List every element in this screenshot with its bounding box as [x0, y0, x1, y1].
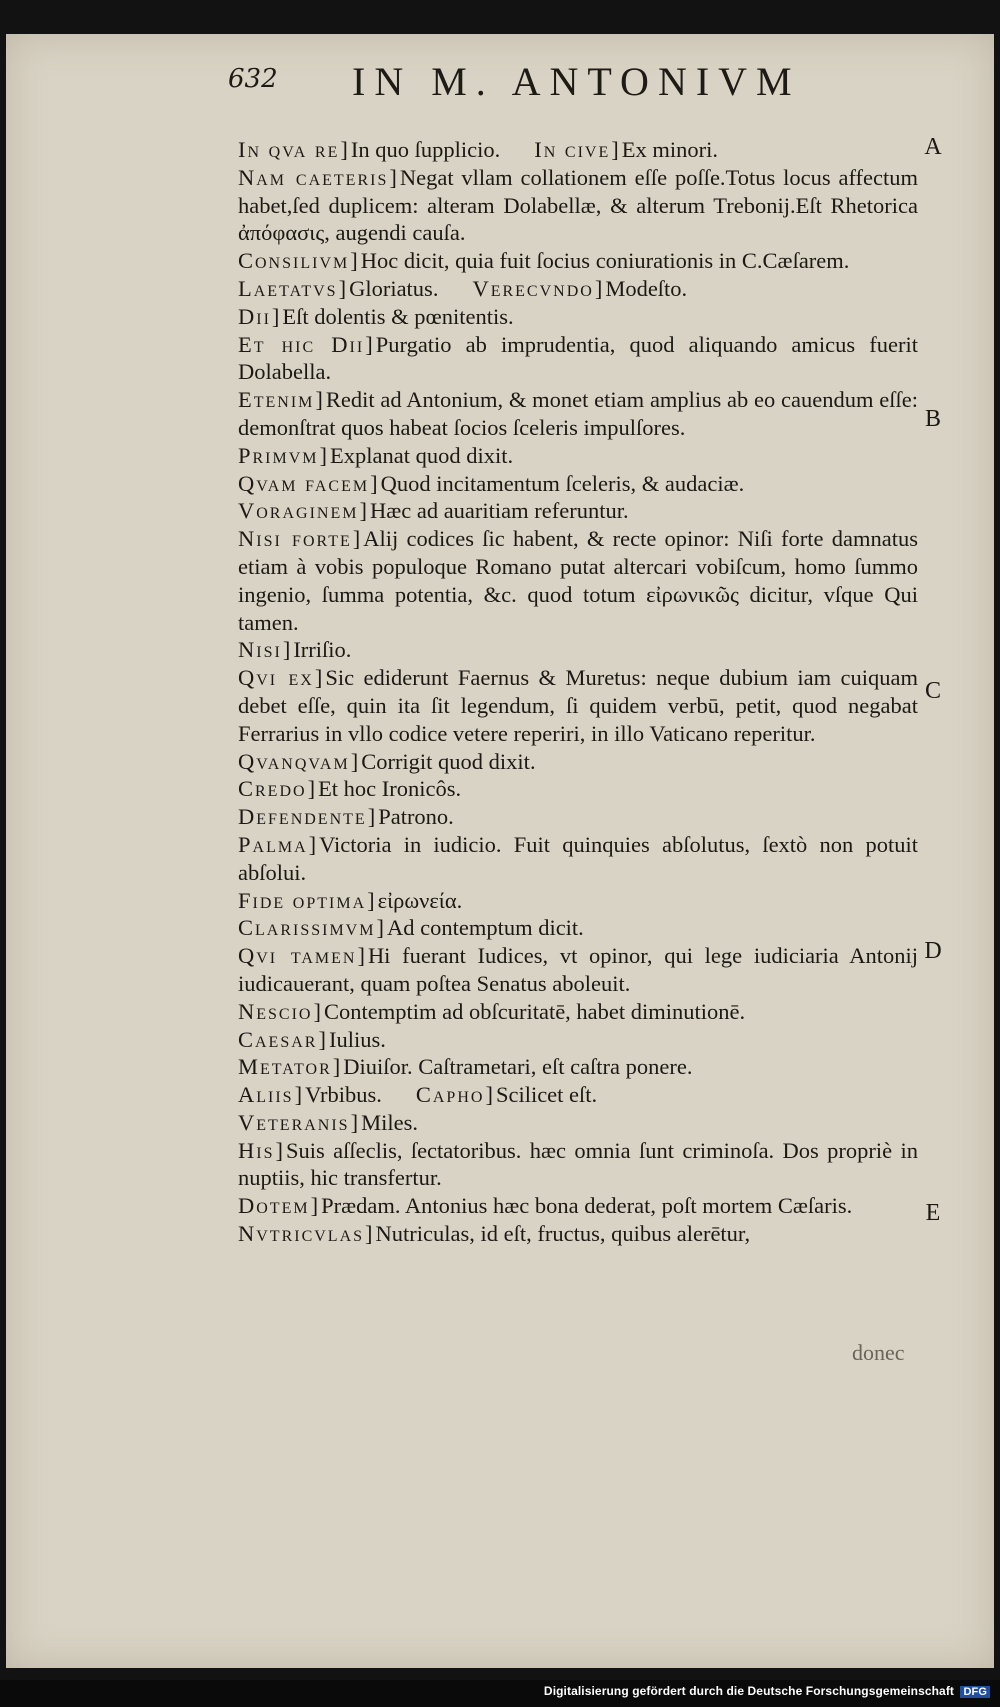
bracket-glyph: ]	[271, 303, 280, 329]
lemma: Caesar	[238, 1026, 318, 1052]
lemma: Consilivm	[238, 248, 350, 274]
margin-letter-d: D	[924, 938, 942, 964]
gloss: Explanat quod dixit.	[330, 442, 514, 468]
lemma: His	[238, 1137, 275, 1163]
margin-letter-c: C	[924, 678, 941, 704]
commentary-entry	[238, 1026, 918, 1054]
commentary-entry	[238, 748, 918, 776]
bracket-glyph: ]	[357, 943, 365, 969]
funding-footer	[544, 1684, 990, 1698]
lemma: Dii	[238, 303, 271, 329]
bracket-glyph: ]	[307, 776, 316, 802]
commentary-text	[238, 136, 918, 1248]
margin-letter-b: B	[924, 406, 941, 432]
gloss: Scilicet eſt.	[495, 1082, 598, 1108]
lemma: Nisi forte	[238, 526, 352, 552]
bracket-glyph: ]	[313, 998, 321, 1024]
gloss: Sic ediderunt Faernus & Muretus: neque dubium iam cuiquam debet eſſe, quin ita ſit legendum, ſi quidem verbū, petit, quod negabat Ferrarius in vllo codice vetere reperiri, in illo Vaticano reperitur.	[238, 665, 919, 746]
lemma: Qvam facem	[238, 470, 370, 496]
bracket-glyph: ]	[350, 748, 359, 774]
commentary-entry	[238, 1081, 918, 1109]
gloss: Contemptim ad obſcuritatē, habet diminutionē.	[323, 998, 746, 1024]
gloss: εἰρωνεία.	[377, 887, 463, 913]
bracket-glyph: ]	[350, 1109, 359, 1135]
bracket-glyph: ]	[319, 442, 328, 468]
lemma: Credo	[238, 776, 307, 802]
gloss: Nutriculas, id eſt, fructus, quibus alerētur,	[375, 1221, 751, 1247]
gloss: Alij codices ſic habent, & recte opinor: Niſi forte damnatus etiam à vobis populoque Romano putat altercari vobiſcum, homo ſummo ingenio, ſumma potentia, &c. quod totum εἰρωνικῶς dicitur, vſque Qui tamen.	[238, 526, 919, 635]
commentary-entry	[238, 887, 918, 915]
margin-letter-e: E	[925, 1200, 941, 1226]
commentary-entry	[238, 636, 918, 664]
commentary-entry	[238, 497, 918, 525]
commentary-entry	[238, 247, 918, 275]
commentary-entry	[238, 1192, 918, 1220]
bracket-glyph: ]	[367, 804, 376, 830]
commentary-entry	[238, 1137, 918, 1193]
gloss: Et hoc Ironicôs.	[318, 776, 462, 802]
commentary-entry	[238, 1220, 918, 1248]
bracket-glyph: ]	[310, 1193, 319, 1219]
bracket-glyph: ]	[314, 665, 323, 691]
bracket-glyph: ]	[340, 137, 348, 162]
bracket-glyph: ]	[611, 137, 619, 162]
commentary-entry	[238, 442, 918, 470]
bracket-glyph: ]	[367, 887, 375, 913]
lemma: Qvi tamen	[238, 943, 357, 969]
gloss: Vrbibus.	[305, 1082, 382, 1108]
lemma: Capho	[415, 1082, 485, 1108]
gloss: Irriſio.	[293, 637, 352, 663]
gloss: Redit ad Antonium, & monet etiam amplius ab eo cauendum eſſe: demonſtrat quos habeat ſocios ſceleris impulſores.	[238, 387, 918, 440]
bracket-glyph: ]	[318, 1026, 326, 1052]
gloss: Ad contemptum dicit.	[386, 915, 584, 941]
commentary-entry	[238, 275, 918, 303]
gloss: Patrono.	[378, 804, 454, 830]
gloss: Prædam. Antonius hæc bona dederat, poſt mortem Cæſaris.	[321, 1193, 853, 1219]
bracket-glyph: ]	[294, 1082, 303, 1108]
commentary-entry	[238, 914, 918, 942]
gloss: Suis aſſeclis, ſectatoribus. hæc omnia ſunt criminoſa. Dos propriè in nuptiis, hic transfertur.	[238, 1137, 918, 1191]
lemma: Metator	[238, 1054, 332, 1080]
lemma: Etenim	[238, 387, 315, 413]
lemma: Defendente	[238, 804, 367, 830]
commentary-entry	[238, 136, 918, 164]
commentary-entry	[238, 525, 918, 636]
footer-text: Digitalisierung gefördert durch die Deutsche Forschungsgemeinschaft	[543, 1684, 955, 1698]
bracket-glyph: ]	[389, 164, 397, 190]
gloss: Eſt dolentis & pœnitentis.	[282, 303, 514, 329]
bracket-glyph: ]	[282, 637, 291, 663]
bracket-glyph: ]	[376, 915, 384, 941]
bracket-glyph: ]	[275, 1137, 283, 1163]
gloss: Hoc dicit, quia fuit ſocius coniurationis in C.Cæſarem.	[360, 248, 850, 274]
gloss: In quo ſupplicio.	[350, 137, 501, 162]
lemma: Primvm	[238, 442, 319, 468]
gloss: Corrigit quod dixit.	[361, 748, 536, 774]
lemma: Nescio	[238, 998, 313, 1024]
catchword: donec	[852, 1340, 905, 1365]
lemma: Dotem	[238, 1193, 310, 1219]
gloss: Hi fuerant Iudices, vt opinor, qui lege iudiciaria Antonij iudicauerant, quam poſtea Senatus aboleuit.	[238, 943, 918, 996]
commentary-entry	[238, 1109, 918, 1137]
gloss: Modeſto.	[605, 275, 688, 301]
gloss: Purgatio ab imprudentia, quod aliquando amicus fuerit Dolabella.	[238, 331, 919, 385]
lemma: Laetatvs	[238, 275, 338, 301]
bracket-glyph: ]	[308, 831, 317, 857]
lemma: Qvanqvam	[238, 748, 350, 774]
bracket-glyph: ]	[365, 331, 373, 357]
bracket-glyph: ]	[352, 526, 361, 552]
commentary-entry	[238, 803, 918, 831]
lemma: Fide optima	[238, 887, 367, 913]
commentary-entry	[238, 942, 918, 998]
bracket-glyph: ]	[359, 498, 367, 524]
page-header	[222, 58, 822, 118]
lemma: Palma	[238, 831, 308, 857]
commentary-entry	[238, 831, 918, 887]
lemma: Veteranis	[238, 1109, 350, 1135]
page-number: 632	[228, 64, 278, 94]
lemma: Nam caeteris	[238, 164, 389, 190]
bracket-glyph: ]	[315, 387, 323, 413]
commentary-entry	[238, 664, 918, 747]
commentary-entry	[238, 331, 918, 387]
bracket-glyph: ]	[370, 470, 378, 496]
gloss: Diuiſor. Caſtrametari, eſt caſtra ponere.	[343, 1054, 693, 1080]
commentary-entry	[238, 164, 918, 247]
commentary-entry	[238, 386, 918, 442]
lemma: In cive	[534, 137, 611, 162]
commentary-entry	[238, 775, 918, 803]
lemma: Qvi ex	[238, 665, 314, 691]
bracket-glyph: ]	[338, 275, 347, 301]
commentary-entry	[238, 1053, 918, 1081]
commentary-entry	[238, 470, 918, 498]
gloss: Ex minori.	[621, 137, 718, 162]
margin-letter-a: A	[924, 134, 942, 160]
bracket-glyph: ]	[485, 1082, 493, 1108]
commentary-entry	[238, 303, 918, 331]
lemma: Clarissimvm	[238, 915, 376, 941]
dfg-logo: DFG	[960, 1686, 990, 1698]
gloss: Gloriatus.	[349, 275, 439, 301]
gloss: Victoria in iudicio. Fuit quinquies abſolutus, ſextò non potuit abſolui.	[238, 831, 918, 885]
lemma: Verecvndo	[472, 275, 594, 301]
lemma: Nvtricvlas	[238, 1221, 365, 1247]
lemma: Et hic Dii	[238, 331, 365, 357]
lemma: In qva re	[238, 137, 340, 162]
bracket-glyph: ]	[365, 1221, 373, 1247]
bracket-glyph: ]	[350, 248, 358, 274]
bracket-glyph: ]	[332, 1054, 341, 1080]
running-head: IN M. ANTONIVM	[352, 59, 801, 104]
gloss: Negat vllam collationem eſſe poſſe.Totus locus affectum habet,ſed duplicem: alteram Dolabellæ, & alterum Trebonij.Eſt Rhetorica ἀπόφασις, augendi cauſa.	[238, 164, 918, 246]
gloss: Quod incitamentum ſceleris, & audaciæ.	[380, 470, 745, 496]
gloss: Hæc ad auaritiam referuntur.	[369, 498, 629, 524]
commentary-entry	[238, 998, 918, 1026]
bracket-glyph: ]	[594, 275, 603, 301]
lemma: Voraginem	[238, 498, 359, 524]
gloss: Iulius.	[328, 1026, 386, 1052]
lemma: Nisi	[238, 637, 282, 663]
lemma: Aliis	[238, 1082, 294, 1108]
gloss: Miles.	[361, 1109, 418, 1135]
